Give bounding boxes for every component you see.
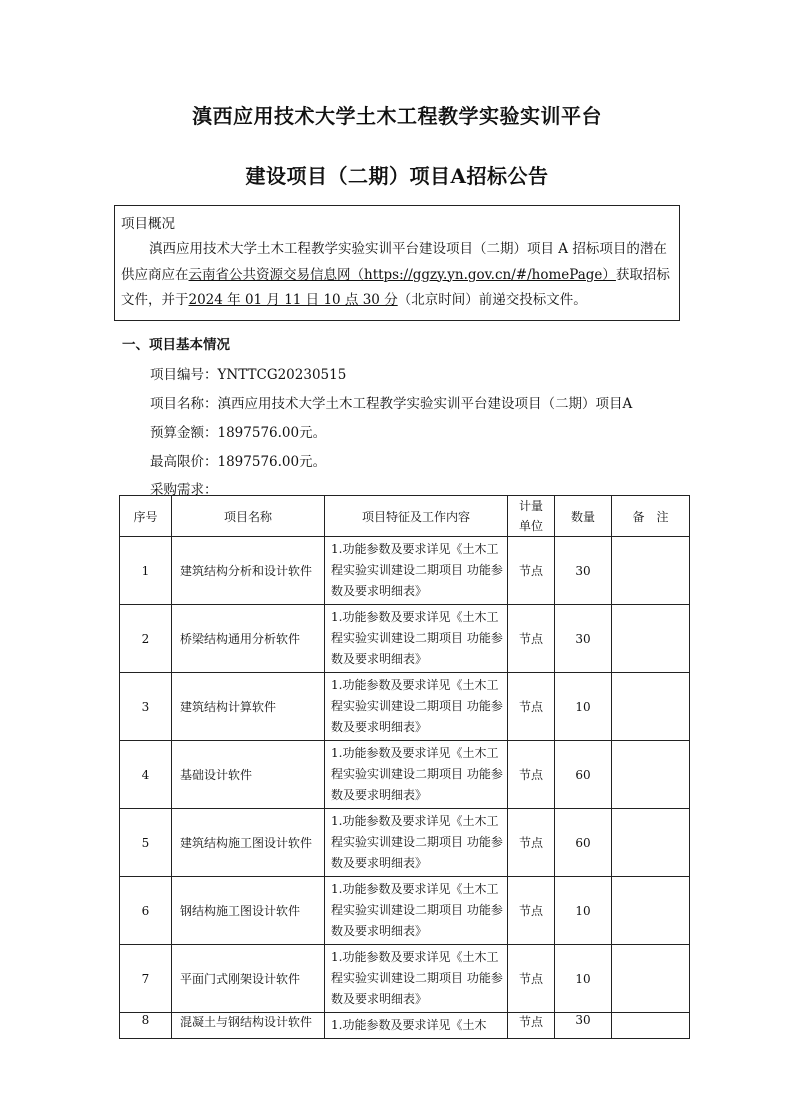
cell-unit: 节点 — [508, 537, 555, 605]
cell-note — [612, 537, 690, 605]
cell-name: 建筑结构分析和设计软件 — [172, 537, 325, 605]
project-name: 项目名称：滇西应用技术大学土木工程教学实验实训平台建设项目（二期）项目A — [150, 396, 633, 412]
cell-no: 5 — [120, 809, 172, 877]
header-unit: 计量单位 — [508, 496, 555, 537]
cell-unit: 节点 — [508, 741, 555, 809]
table-row — [120, 741, 690, 809]
cell-no: 6 — [120, 877, 172, 945]
cell-unit: 节点 — [508, 1013, 555, 1039]
table-row — [120, 605, 690, 673]
cell-unit: 节点 — [508, 809, 555, 877]
cell-note — [612, 741, 690, 809]
cell-qty: 10 — [555, 673, 612, 741]
max-price: 最高限价：1897576.00元。 — [150, 454, 327, 470]
cell-name: 建筑结构计算软件 — [172, 673, 325, 741]
header-no: 序号 — [120, 496, 172, 537]
cell-no: 1 — [120, 537, 172, 605]
overview-box — [114, 205, 680, 321]
cell-desc: 1.功能参数及要求详见《土木 — [325, 1013, 508, 1039]
cell-qty: 60 — [555, 809, 612, 877]
cell-no: 7 — [120, 945, 172, 1013]
project-number: 项目编号：YNTTCG20230515 — [150, 367, 347, 383]
overview-deadline: 2024 年 01 月 11 日 10 点 30 分 — [188, 292, 398, 308]
cell-unit: 节点 — [508, 673, 555, 741]
overview-paragraph — [121, 237, 677, 314]
procurement-table — [119, 495, 690, 1039]
cell-desc: 1.功能参数及要求详见《土木工程实验实训建设二期项目 功能参数及要求明细表》 — [325, 877, 508, 945]
overview-text3: （北京时间）前递交投标文件。 — [397, 292, 587, 308]
cell-unit: 节点 — [508, 945, 555, 1013]
cell-qty: 30 — [555, 537, 612, 605]
header-name: 项目名称 — [172, 496, 325, 537]
table-row — [120, 537, 690, 605]
cell-qty: 60 — [555, 741, 612, 809]
overview-link[interactable]: 云南省公共资源交易信息网（https://ggzy.yn.gov.cn/#/homePage） — [188, 266, 616, 283]
cell-note — [612, 673, 690, 741]
cell-unit: 节点 — [508, 605, 555, 673]
cell-unit: 节点 — [508, 877, 555, 945]
cell-note — [612, 809, 690, 877]
header-desc: 项目特征及工作内容 — [325, 496, 508, 537]
section-heading-basic-info: 一、项目基本情况 — [122, 337, 230, 353]
table-row — [120, 809, 690, 877]
overview-label: 项目概况 — [121, 216, 175, 232]
cell-qty: 10 — [555, 945, 612, 1013]
table-row — [120, 673, 690, 741]
overview-text1: 滇西应用技术大学土木工程教学实验实训平台建设项目（二期）项目 A 招标项目的潜在供应商应在 — [121, 241, 667, 283]
table-row — [120, 1013, 690, 1039]
overview-text2: 获取招标文件，并于 — [121, 266, 670, 308]
cell-no: 3 — [120, 673, 172, 741]
table-row — [120, 945, 690, 1013]
cell-note — [612, 877, 690, 945]
table-header-row — [120, 496, 690, 537]
cell-name: 钢结构施工图设计软件 — [172, 877, 325, 945]
cell-name: 基础设计软件 — [172, 741, 325, 809]
cell-name: 建筑结构施工图设计软件 — [172, 809, 325, 877]
header-note: 备 注 — [612, 496, 690, 537]
cell-qty: 30 — [555, 605, 612, 673]
table-row — [120, 877, 690, 945]
cell-qty: 10 — [555, 877, 612, 945]
cell-desc: 1.功能参数及要求详见《土木工程实验实训建设二期项目 功能参数及要求明细表》 — [325, 809, 508, 877]
cell-note — [612, 605, 690, 673]
cell-desc: 1.功能参数及要求详见《土木工程实验实训建设二期项目 功能参数及要求明细表》 — [325, 673, 508, 741]
document-title-line2: 建设项目（二期）项目A招标公告 — [245, 164, 549, 188]
cell-desc: 1.功能参数及要求详见《土木工程实验实训建设二期项目 功能参数及要求明细表》 — [325, 605, 508, 673]
procurement-needs-label: 采购需求： — [150, 482, 218, 498]
cell-qty: 30 — [555, 1013, 612, 1039]
cell-desc: 1.功能参数及要求详见《土木工程实验实训建设二期项目 功能参数及要求明细表》 — [325, 945, 508, 1013]
cell-note — [612, 945, 690, 1013]
header-qty: 数量 — [555, 496, 612, 537]
cell-name: 平面门式刚架设计软件 — [172, 945, 325, 1013]
cell-name: 混凝土与钢结构设计软件 — [172, 1013, 325, 1039]
document-title-line1: 滇西应用技术大学土木工程教学实验实训平台 — [192, 104, 602, 128]
cell-desc: 1.功能参数及要求详见《土木工程实验实训建设二期项目 功能参数及要求明细表》 — [325, 537, 508, 605]
cell-desc: 1.功能参数及要求详见《土木工程实验实训建设二期项目 功能参数及要求明细表》 — [325, 741, 508, 809]
cell-name: 桥梁结构通用分析软件 — [172, 605, 325, 673]
cell-no: 4 — [120, 741, 172, 809]
cell-no: 8 — [120, 1013, 172, 1039]
budget-amount: 预算金额：1897576.00元。 — [150, 425, 327, 441]
cell-note — [612, 1013, 690, 1039]
cell-no: 2 — [120, 605, 172, 673]
